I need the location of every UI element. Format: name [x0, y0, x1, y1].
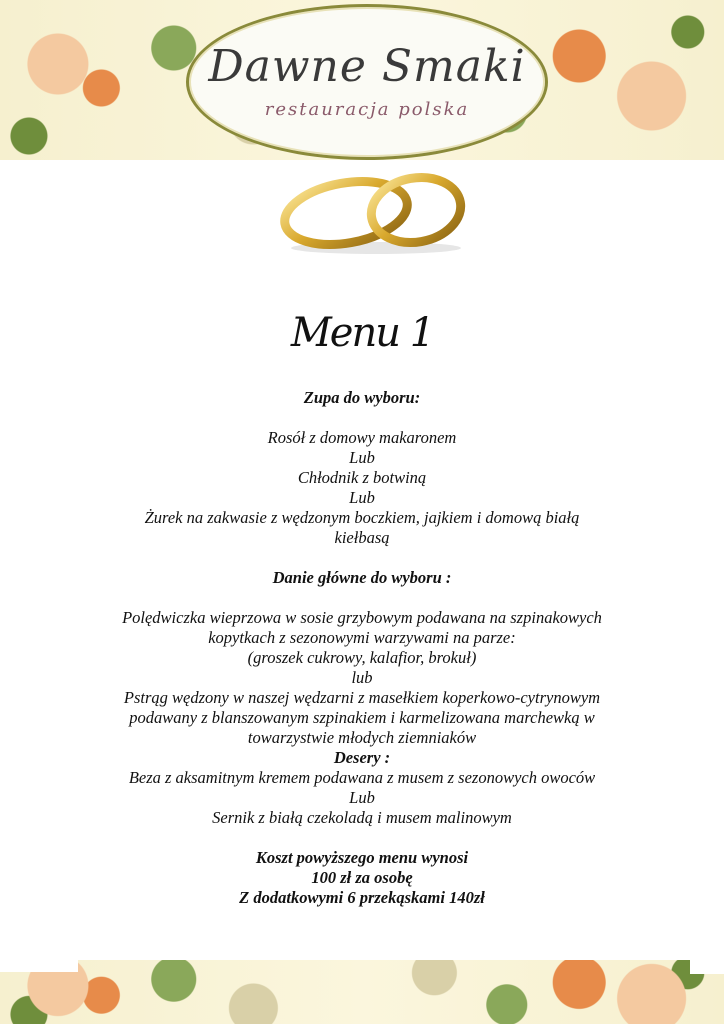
floral-header-band [0, 0, 724, 160]
logo-subtitle: restauracja polska [264, 99, 470, 120]
menu-content [60, 388, 664, 908]
main-line: kopytkach z sezonowymi warzywami na parze: [208, 628, 516, 647]
soup-line: Lub [349, 448, 375, 467]
main-line: Polędwiczka wieprzowa w sosie grzybowym podawana na szpinakowych [122, 608, 602, 627]
soup-line: Chłodnik z botwiną [297, 468, 427, 487]
main-line: towarzystwie młodych ziemniaków [247, 728, 477, 747]
main-line: Pstrąg wędzony w naszej wędzarni z masełkiem koperkowo-cytrynowym [123, 688, 601, 707]
dessert-line: Sernik z białą czekoladą i musem malinowym [212, 808, 512, 827]
main-line: podawany z blanszowanym szpinakiem i karmelizowana marchewką w [129, 708, 595, 727]
floral-footer-band [0, 960, 724, 1024]
wedding-rings-icon [276, 168, 476, 258]
dessert-line: Lub [349, 788, 375, 807]
price-line: 100 zł za osobę [311, 868, 413, 887]
soup-line: kiełbasą [334, 528, 390, 547]
soup-title: Zupa do wyboru: [303, 388, 421, 407]
soup-line: Lub [349, 488, 375, 507]
dessert-title: Desery : [333, 748, 391, 767]
menu-heading: Menu 1 [290, 310, 434, 356]
main-line: lub [351, 668, 373, 687]
logo-name: Dawne Smaki [208, 41, 526, 92]
main-title: Danie główne do wyboru : [272, 568, 452, 587]
restaurant-logo [186, 4, 548, 160]
dessert-line: Beza z aksamitnym kremem podawana z musem z sezonowych owoców [128, 768, 596, 787]
soup-line: Rosół z domowy makaronem [267, 428, 457, 447]
price-line: Koszt powyższego menu wynosi [255, 848, 469, 867]
main-line: (groszek cukrowy, kalafior, brokuł) [247, 648, 477, 667]
price-line: Z dodatkowymi 6 przekąskami 140zł [239, 888, 485, 907]
soup-line: Żurek na zakwasie z wędzonym boczkiem, jajkiem i domową białą [144, 508, 580, 527]
